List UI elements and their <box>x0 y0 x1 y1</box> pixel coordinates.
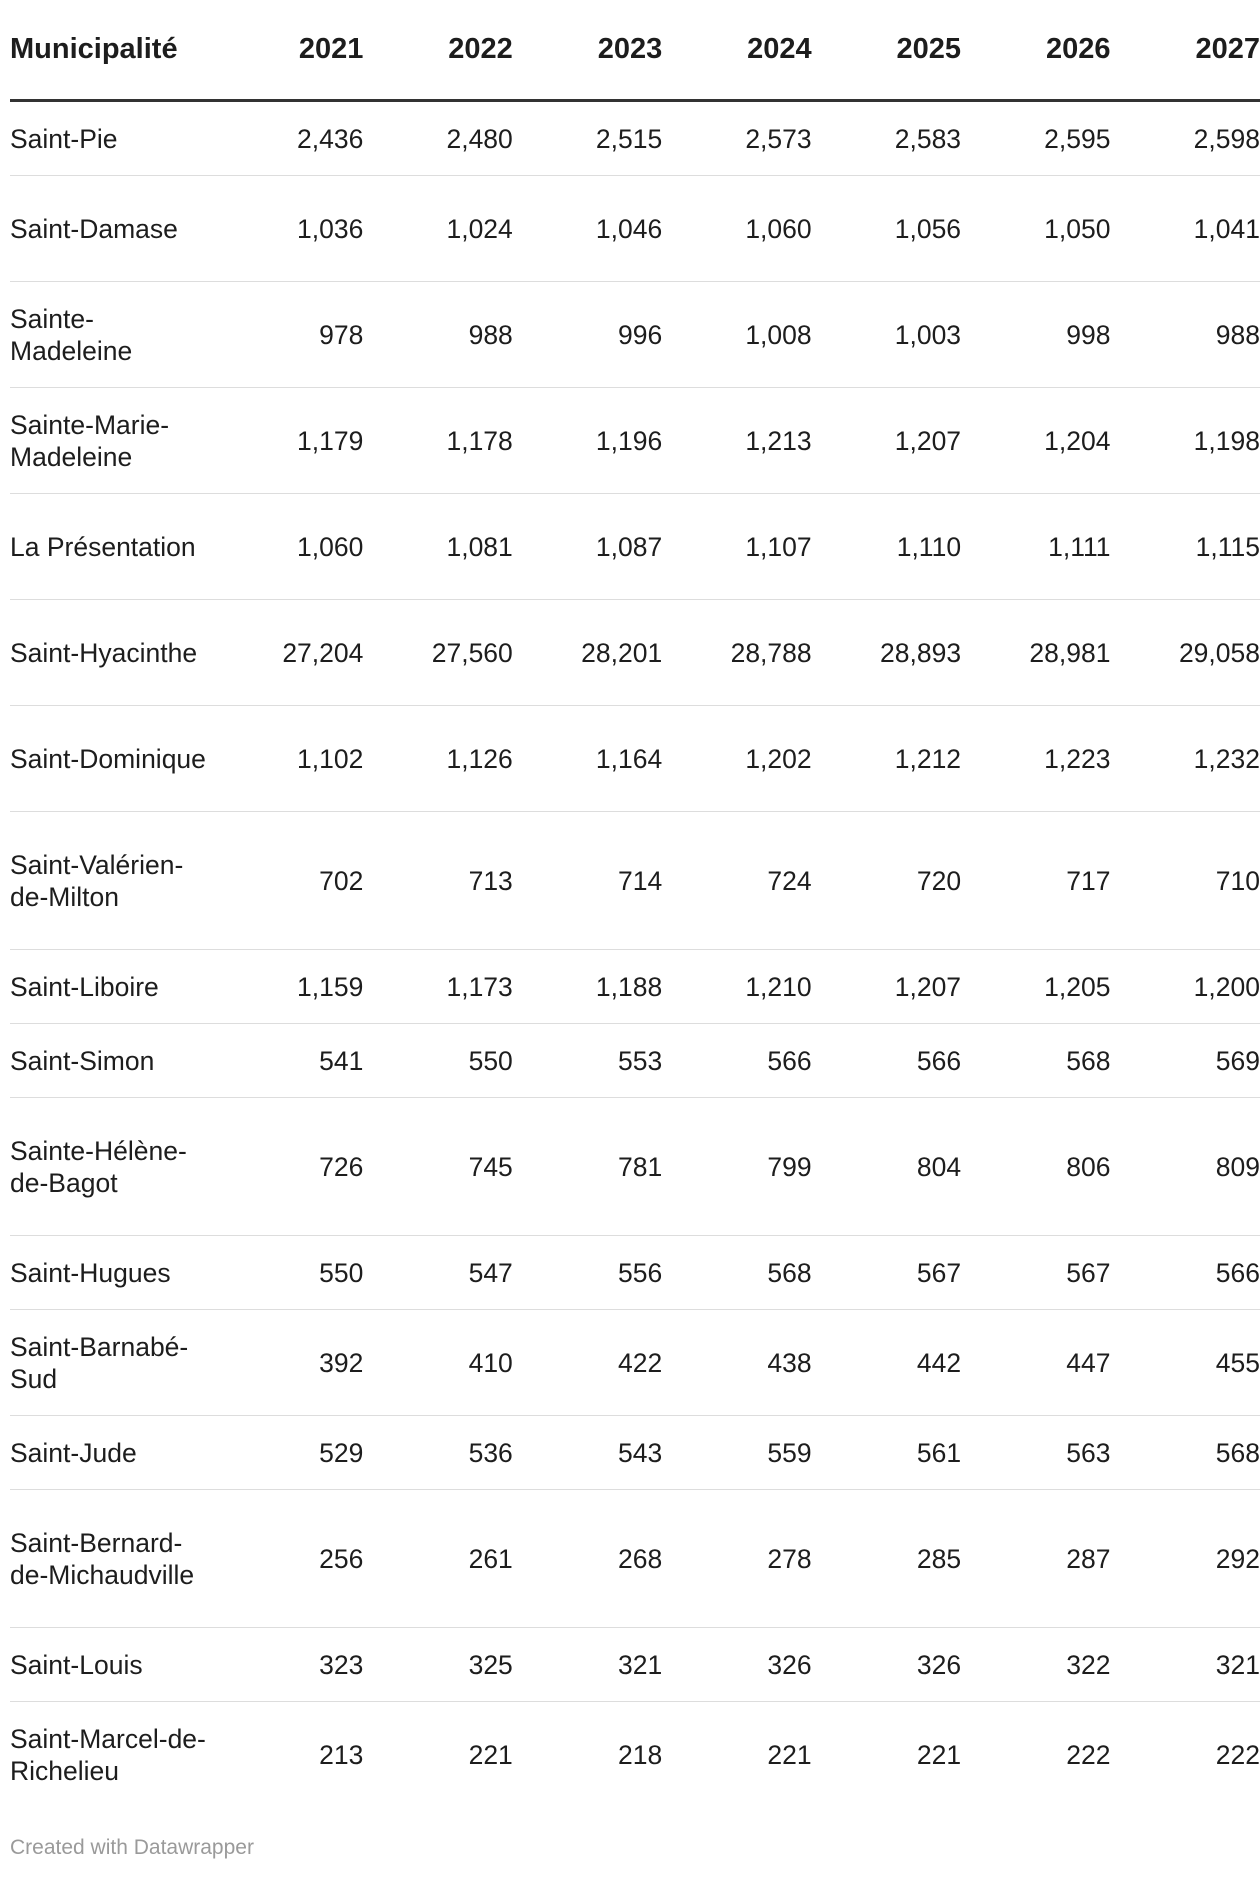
column-header-2025: 2025 <box>812 0 961 101</box>
column-header-2024: 2024 <box>662 0 811 101</box>
population-value-2025: 1,207 <box>812 388 961 494</box>
table-row <box>10 1416 1260 1490</box>
population-value-2022: 536 <box>363 1416 512 1490</box>
population-value-2026: 287 <box>961 1490 1110 1628</box>
population-value-2022: 261 <box>363 1490 512 1628</box>
population-value-2022: 745 <box>363 1098 512 1236</box>
population-value-2022: 27,560 <box>363 600 512 706</box>
population-value-2024: 559 <box>662 1416 811 1490</box>
population-value-2021: 1,102 <box>214 706 363 812</box>
municipality-name: Saint-Damase <box>10 176 214 282</box>
table-row <box>10 1236 1260 1310</box>
datawrapper-credit: Created with Datawrapper <box>10 1836 254 1859</box>
population-value-2025: 567 <box>812 1236 961 1310</box>
population-value-2027: 1,041 <box>1110 176 1260 282</box>
population-value-2025: 561 <box>812 1416 961 1490</box>
population-value-2022: 2,480 <box>363 101 512 176</box>
column-header-2021: 2021 <box>214 0 363 101</box>
population-value-2026: 28,981 <box>961 600 1110 706</box>
population-value-2023: 268 <box>513 1490 662 1628</box>
population-value-2021: 541 <box>214 1024 363 1098</box>
population-value-2024: 1,107 <box>662 494 811 600</box>
population-value-2025: 566 <box>812 1024 961 1098</box>
population-value-2026: 1,205 <box>961 950 1110 1024</box>
population-value-2021: 1,060 <box>214 494 363 600</box>
population-value-2021: 978 <box>214 282 363 388</box>
population-value-2026: 1,204 <box>961 388 1110 494</box>
municipality-name: Saint-Louis <box>10 1628 214 1702</box>
population-value-2026: 447 <box>961 1310 1110 1416</box>
population-value-2021: 1,159 <box>214 950 363 1024</box>
table-row <box>10 176 1260 282</box>
population-value-2027: 1,115 <box>1110 494 1260 600</box>
population-value-2027: 1,198 <box>1110 388 1260 494</box>
population-value-2021: 702 <box>214 812 363 950</box>
population-value-2024: 1,213 <box>662 388 811 494</box>
population-value-2027: 2,598 <box>1110 101 1260 176</box>
population-value-2025: 221 <box>916 1739 962 1770</box>
population-value-2023: 1,188 <box>513 950 662 1024</box>
population-value-2027: 710 <box>1110 812 1260 950</box>
municipality-name: Saint-Hugues <box>10 1236 214 1310</box>
table-row <box>10 1490 1260 1628</box>
population-value-2026: 717 <box>961 812 1110 950</box>
population-value-2021: 392 <box>214 1310 363 1416</box>
population-value-2024: 221 <box>767 1739 812 1770</box>
population-value-2022: 1,024 <box>363 176 512 282</box>
population-value-2024: 1,060 <box>662 176 811 282</box>
table-row <box>10 388 1260 494</box>
column-header-2023: 2023 <box>513 0 662 101</box>
population-value-2024: 1,202 <box>662 706 811 812</box>
population-value-2022: 713 <box>363 812 512 950</box>
population-value-2027: 988 <box>1110 282 1260 388</box>
municipality-name: Saint-Simon <box>10 1024 214 1098</box>
population-value-2025: 442 <box>812 1310 961 1416</box>
table-row <box>10 1628 1260 1702</box>
population-value-2024: 724 <box>662 812 811 950</box>
column-header-2026: 2026 <box>961 0 1110 101</box>
population-value-2027: 292 <box>1110 1490 1260 1628</box>
population-value-2026: 1,050 <box>961 176 1110 282</box>
municipality-name: Saint-Hyacinthe <box>10 600 214 706</box>
population-value-2022: 325 <box>363 1628 512 1702</box>
municipality-name: La Présentation <box>10 494 214 600</box>
population-value-2024: 326 <box>662 1628 811 1702</box>
population-value-2024: 799 <box>662 1098 811 1236</box>
population-value-2021: 1,036 <box>214 176 363 282</box>
population-value-2022: 1,081 <box>363 494 512 600</box>
municipality-name: Sainte-Marie-Madeleine <box>10 388 214 494</box>
population-value-2021: 529 <box>214 1416 363 1490</box>
population-value-2022: 550 <box>363 1024 512 1098</box>
population-value-2025: 2,583 <box>812 101 961 176</box>
table-body <box>10 101 1260 1808</box>
population-value-2023: 781 <box>513 1098 662 1236</box>
population-value-2027: 29,058 <box>1110 600 1260 706</box>
population-value-2027: 568 <box>1110 1416 1260 1490</box>
population-value-2022: 1,178 <box>363 388 512 494</box>
population-value-2023: 1,046 <box>513 176 662 282</box>
population-value-2023: 2,515 <box>513 101 662 176</box>
table-row <box>10 494 1260 600</box>
municipality-name: Saint-Liboire <box>10 950 214 1024</box>
population-value-2022: 1,126 <box>363 706 512 812</box>
population-value-2025: 285 <box>812 1490 961 1628</box>
table-row <box>10 1702 1260 1808</box>
population-value-2024: 278 <box>662 1490 811 1628</box>
population-value-2023: 1,164 <box>513 706 662 812</box>
population-value-2027: 569 <box>1110 1024 1260 1098</box>
population-value-2026: 1,223 <box>961 706 1110 812</box>
population-value-2023: 218 <box>618 1739 663 1770</box>
population-value-2022: 1,173 <box>363 950 512 1024</box>
column-header-municipalite: Municipalité <box>10 0 214 101</box>
population-value-2023: 553 <box>513 1024 662 1098</box>
population-value-2027: 566 <box>1110 1236 1260 1310</box>
population-value-2026: 563 <box>961 1416 1110 1490</box>
table-row <box>10 950 1260 1024</box>
population-value-2023: 422 <box>513 1310 662 1416</box>
column-header-2027: 2027 <box>1110 0 1260 101</box>
population-value-2021: 550 <box>214 1236 363 1310</box>
population-value-2023: 1,087 <box>513 494 662 600</box>
population-value-2021: 1,179 <box>214 388 363 494</box>
table-row <box>10 812 1260 950</box>
population-value-2024: 1,008 <box>662 282 811 388</box>
population-value-2022: 547 <box>363 1236 512 1310</box>
population-value-2023: 996 <box>513 282 662 388</box>
population-value-2024: 566 <box>662 1024 811 1098</box>
population-value-2026: 806 <box>961 1098 1110 1236</box>
population-value-2025: 28,893 <box>812 600 961 706</box>
municipality-name: Sainte-Madeleine <box>10 282 214 388</box>
municipality-name: Saint-Marcel-de-Richelieu <box>10 1723 206 1786</box>
table-row <box>10 282 1260 388</box>
table-row <box>10 1098 1260 1236</box>
column-header-2022: 2022 <box>363 0 512 101</box>
population-value-2023: 28,201 <box>513 600 662 706</box>
population-value-2021: 726 <box>214 1098 363 1236</box>
population-value-2027: 809 <box>1110 1098 1260 1236</box>
population-value-2025: 804 <box>812 1098 961 1236</box>
population-value-2021: 323 <box>214 1628 363 1702</box>
municipality-name: Saint-Valérien-de-Milton <box>10 812 214 950</box>
population-value-2027: 455 <box>1110 1310 1260 1416</box>
population-value-2024: 568 <box>662 1236 811 1310</box>
population-value-2025: 1,212 <box>812 706 961 812</box>
population-value-2025: 1,110 <box>812 494 961 600</box>
population-value-2022: 988 <box>363 282 512 388</box>
population-value-2024: 438 <box>662 1310 811 1416</box>
population-value-2025: 1,207 <box>812 950 961 1024</box>
municipality-name: Saint-Bernard-de-Michaudville <box>10 1490 214 1628</box>
table-row <box>10 1024 1260 1098</box>
population-value-2026: 567 <box>961 1236 1110 1310</box>
population-value-2026: 998 <box>961 282 1110 388</box>
population-value-2027: 321 <box>1110 1628 1260 1702</box>
population-value-2023: 321 <box>513 1628 662 1702</box>
table-row <box>10 1310 1260 1416</box>
population-value-2021: 27,204 <box>214 600 363 706</box>
population-value-2026: 222 <box>1066 1739 1111 1770</box>
population-table-container <box>10 0 1260 1820</box>
population-value-2024: 1,210 <box>662 950 811 1024</box>
population-value-2026: 1,111 <box>961 494 1110 600</box>
population-value-2027: 1,232 <box>1110 706 1260 812</box>
population-value-2026: 568 <box>961 1024 1110 1098</box>
municipality-name: Sainte-Hélène-de-Bagot <box>10 1098 214 1236</box>
table-row <box>10 600 1260 706</box>
table-row <box>10 706 1260 812</box>
population-value-2023: 556 <box>513 1236 662 1310</box>
table-header <box>10 0 1260 101</box>
population-value-2023: 1,196 <box>513 388 662 494</box>
population-value-2023: 543 <box>513 1416 662 1490</box>
population-value-2027: 1,200 <box>1110 950 1260 1024</box>
population-value-2021: 2,436 <box>214 101 363 176</box>
population-value-2026: 322 <box>961 1628 1110 1702</box>
municipality-name: Saint-Barnabé-Sud <box>10 1310 214 1416</box>
population-value-2025: 1,056 <box>812 176 961 282</box>
municipality-name: Saint-Pie <box>10 101 214 176</box>
population-value-2026: 2,595 <box>961 101 1110 176</box>
population-table <box>10 0 1260 1807</box>
population-value-2027: 222 <box>1215 1739 1260 1770</box>
population-value-2025: 1,003 <box>812 282 961 388</box>
population-value-2024: 28,788 <box>662 600 811 706</box>
population-value-2022: 221 <box>468 1739 513 1770</box>
population-value-2024: 2,573 <box>662 101 811 176</box>
header-row <box>10 0 1260 101</box>
table-row <box>10 101 1260 176</box>
municipality-name: Saint-Jude <box>10 1416 214 1490</box>
population-value-2021: 256 <box>214 1490 363 1628</box>
population-value-2025: 720 <box>812 812 961 950</box>
population-value-2022: 410 <box>363 1310 512 1416</box>
population-value-2021: 213 <box>319 1739 364 1770</box>
municipality-name: Saint-Dominique <box>10 706 214 812</box>
population-value-2023: 714 <box>513 812 662 950</box>
population-value-2025: 326 <box>812 1628 961 1702</box>
